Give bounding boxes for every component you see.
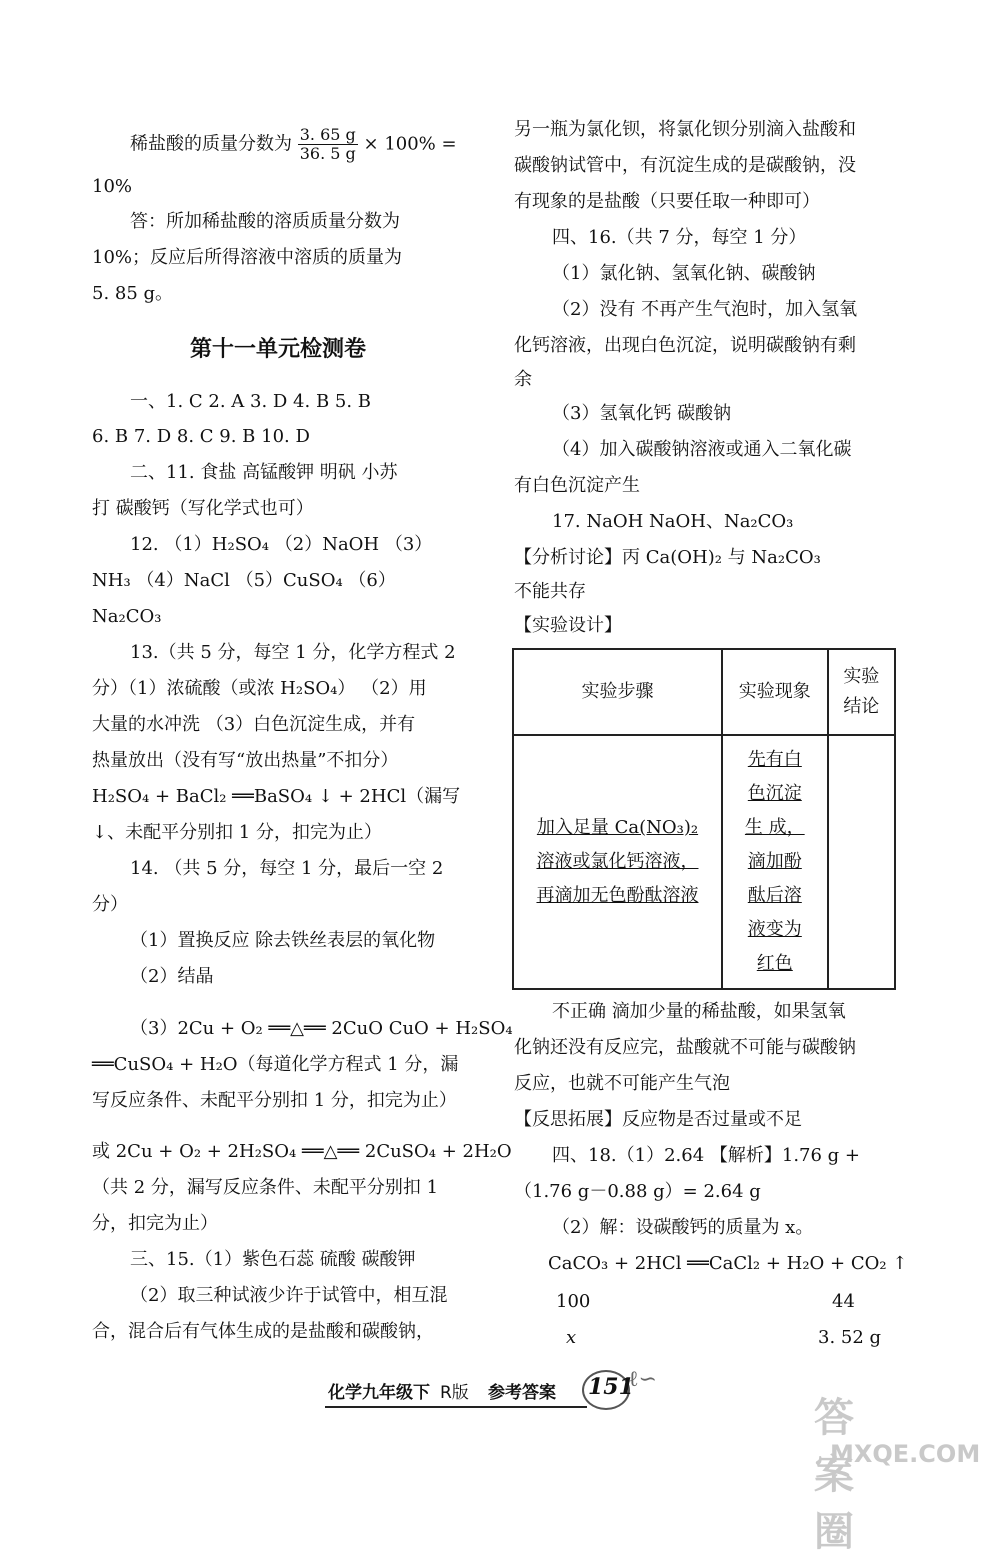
text-line: （2）没有 不再产生气泡时，加入氢氧: [552, 299, 858, 320]
table-cell-conclusion: [828, 735, 895, 989]
text-line: 分）（1）浓硫酸（或浓 H₂SO₄） （2）用: [92, 678, 427, 699]
text-line: 3. 52 g: [818, 1327, 882, 1348]
text-line: 100: [556, 1291, 591, 1312]
fraction: [298, 126, 358, 163]
watermark-line: 答案圈: [814, 1395, 854, 1555]
experiment-design-table: [512, 648, 896, 990]
text-line: 余: [514, 369, 532, 390]
text-line: 【分析讨论】丙 Ca(OH)₂ 与 Na₂CO₃: [514, 547, 821, 568]
table-header-cell: [722, 649, 828, 735]
text-line: NH₃ （4）NaCl （5）CuSO₄ （6）: [92, 570, 396, 591]
text-line: 17. NaOH NaOH、Na₂CO₃: [552, 511, 794, 532]
fraction-numerator: 3. 65 g: [299, 125, 356, 144]
text-line: 四、16.（共 7 分，每空 1 分）: [552, 227, 807, 248]
cell-text-line: 滴加酚: [747, 851, 802, 872]
text-line: 大量的水冲洗 （3）白色沉淀生成，并有: [92, 714, 416, 735]
text-line: 化钙溶液，出现白色沉淀，说明碳酸钠有剩: [514, 335, 856, 356]
fraction-denominator: 36. 5 g: [299, 144, 356, 163]
text-line: 分）: [92, 894, 128, 915]
cell-text-line: 色沉淀: [747, 783, 802, 804]
text-line: ══CuSO₄ + H₂O（每道化学方程式 1 分，漏: [92, 1054, 459, 1075]
text-line: 有白色沉淀产生: [514, 475, 640, 496]
text-line: 碳酸钠试管中，有沉淀生成的是碳酸钠，没: [514, 155, 856, 176]
text-line: 另一瓶为氯化钡，将氯化钡分别滴入盐酸和: [514, 119, 856, 140]
text-line: 分，扣完为止）: [92, 1213, 218, 1234]
text-line: （3）2Cu + O₂ ══△══ 2CuO CuO + H₂SO₄: [130, 1018, 513, 1039]
text-line: （共 2 分，漏写反应条件、未配平分别扣 1: [92, 1177, 439, 1198]
text-segment: 稀盐酸的质量分数为: [130, 133, 292, 155]
table-header-cell: [828, 649, 895, 735]
swirl-ornament-icon: ℓ∽: [628, 1367, 657, 1392]
cell-text-line: 再滴加无色酚酞溶液: [536, 885, 699, 906]
text-line: 13.（共 5 分，每空 1 分，化学方程式 2: [130, 642, 456, 663]
text-line: 打 碳酸钙（写化学式也可）: [92, 498, 314, 519]
text-line: 10%；反应后所得溶液中溶质的质量为: [92, 247, 403, 268]
header-step: 实验步骤: [581, 681, 654, 702]
text-line: 44: [832, 1291, 855, 1312]
text-line: 12. （1）H₂SO₄ （2）NaOH （3）: [130, 534, 433, 555]
cell-text-line: 液变为: [747, 919, 802, 940]
footer-edition: R版: [440, 1383, 469, 1403]
text-line: 合，混合后有气体生成的是盐酸和碳酸钠，: [92, 1321, 434, 1342]
text-line: H₂SO₄ + BaCl₂ ══BaSO₄ ↓ + 2HCl（漏写: [92, 786, 461, 807]
text-line: ↓、未配平分别扣 1 分，扣完为止）: [92, 822, 382, 843]
text-line: （3）氢氧化钙 碳酸钠: [552, 403, 732, 424]
text-line: x: [566, 1327, 577, 1348]
text-line: 一、1. C 2. A 3. D 4. B 5. B: [130, 391, 372, 412]
cell-text-line: 溶液或氯化钙溶液，: [536, 851, 699, 872]
text-line: 二、11. 食盐 高锰酸钾 明矾 小苏: [130, 462, 398, 483]
header-conclusion-line: 实验: [843, 666, 880, 687]
text-line: Na₂CO₃: [92, 606, 162, 627]
text-line: 14. （共 5 分，每空 1 分，最后一空 2: [130, 858, 444, 879]
text-line: 三、15.（1）紫色石蕊 硫酸 碳酸钾: [130, 1249, 416, 1270]
text-line: （1）置换反应 除去铁丝表层的氧化物: [130, 930, 436, 951]
text-line: 化钠还没有反应完，盐酸就不可能与碳酸钠: [514, 1037, 856, 1058]
text-line: 四、18.（1）2.64 【解析】1.76 g +: [552, 1145, 861, 1166]
cell-text-line: 生 成，: [744, 817, 805, 838]
text-line: （2）解：设碳酸钙的质量为 x。: [552, 1217, 814, 1238]
text-segment: × 100% =: [363, 133, 457, 155]
footer-rule: [325, 1406, 587, 1408]
text-line: 【实验设计】: [514, 615, 622, 636]
cell-text-line: 红色: [756, 953, 793, 974]
page-number: 151: [588, 1374, 634, 1400]
text-line: 热量放出（没有写“放出热量”不扣分）: [92, 750, 399, 771]
table-header-row: [513, 649, 895, 735]
text-line: （2）取三种试液少许于试管中，相互混: [130, 1285, 448, 1306]
table-cell-step: [513, 735, 722, 989]
text-line: （1）氯化钠、氢氧化钠、碳酸钠: [552, 263, 816, 284]
cell-text-line: 先有白: [747, 749, 802, 770]
text-line: CaCO₃ + 2HCl ══CaCl₂ + H₂O + CO₂ ↑: [548, 1253, 908, 1274]
text-line: 答：所加稀盐酸的溶质质量分数为: [130, 211, 400, 232]
text-line: （1.76 g－0.88 g）= 2.64 g: [514, 1181, 761, 1202]
header-conclusion-line: 结论: [843, 696, 880, 717]
watermark-line: MXQE.COM: [830, 1440, 981, 1468]
text-line: （2）结晶: [130, 966, 214, 987]
text-line: 【反思拓展】反应物是否过量或不足: [514, 1109, 802, 1130]
footer-subject: 化学九年级下: [328, 1383, 430, 1403]
text-line: [130, 126, 457, 163]
text-line: 10%: [92, 176, 133, 197]
table-cell-phenomenon: [722, 735, 828, 989]
table-row: [513, 735, 895, 989]
text-line: 写反应条件、未配平分别扣 1 分，扣完为止）: [92, 1090, 457, 1111]
footer-answers: 参考答案: [488, 1383, 556, 1403]
cell-text-line: 酞后溶: [747, 885, 802, 906]
section-title: 第十一单元检测卷: [190, 337, 367, 362]
text-line: 5. 85 g。: [92, 283, 174, 304]
text-line: 有现象的是盐酸（只要任取一种即可）: [514, 191, 820, 212]
text-line: 或 2Cu + O₂ + 2H₂SO₄ ══△══ 2CuSO₄ + 2H₂O: [92, 1141, 512, 1162]
text-line: 6. B 7. D 8. C 9. B 10. D: [92, 426, 310, 447]
text-line: 反应，也就不可能产生气泡: [514, 1073, 730, 1094]
text-line: 不能共存: [514, 581, 586, 602]
text-line: （4）加入碳酸钠溶液或通入二氧化碳: [552, 439, 852, 460]
text-line: 不正确 滴加少量的稀盐酸，如果氢氧: [552, 1001, 846, 1022]
table-header-cell: [513, 649, 722, 735]
cell-text-line: 加入足量 Ca(NO₃)₂: [536, 817, 699, 838]
header-phenomenon: 实验现象: [738, 681, 811, 702]
